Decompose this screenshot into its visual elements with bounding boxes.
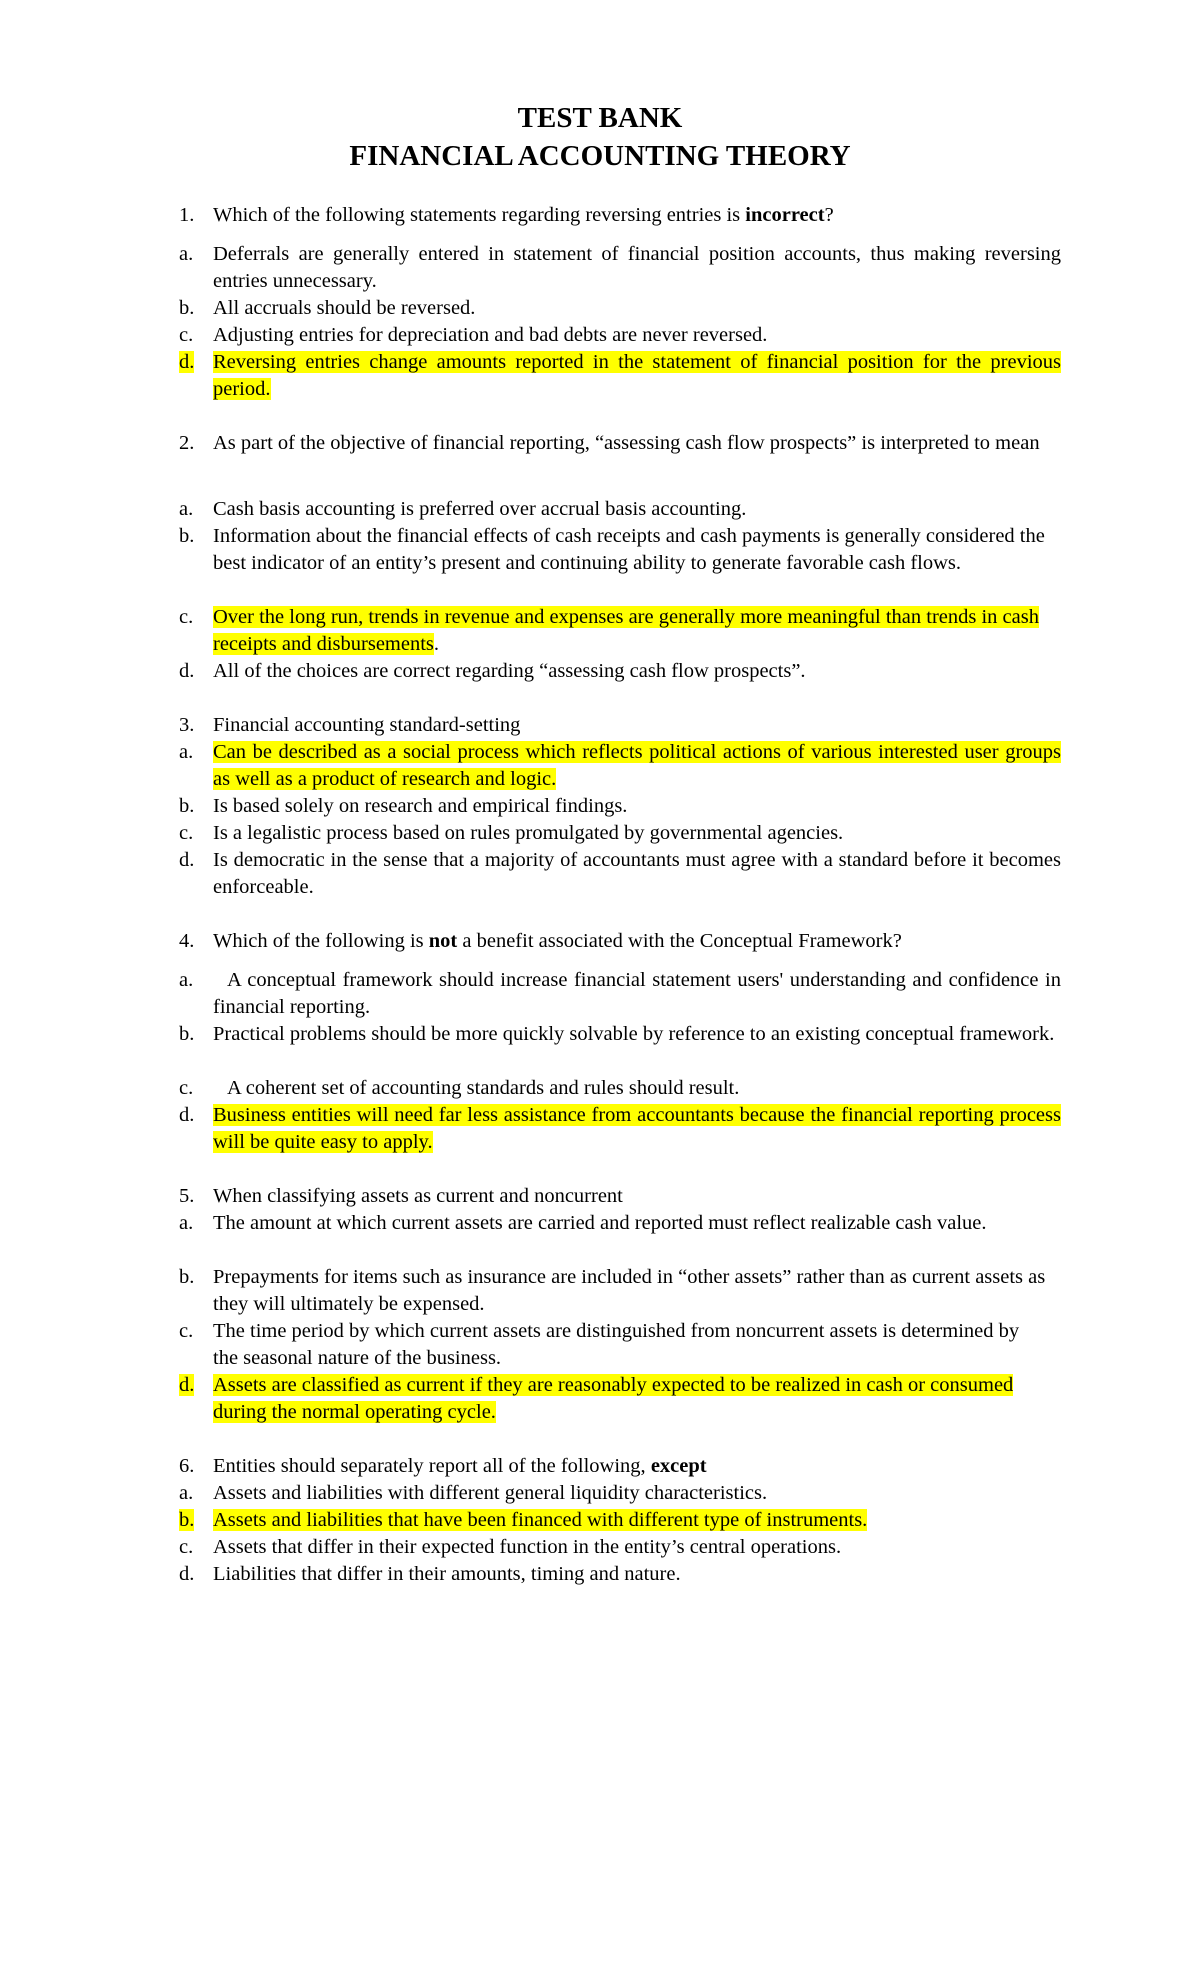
question-text: Financial accounting standard-setting [213, 714, 521, 736]
option-letter: b. [179, 297, 195, 319]
option-letter: a. [179, 243, 194, 265]
answer-highlight: Over the long run, trends in revenue and expenses are generally more meaningful than trends in cash receipts and disbursements [213, 606, 1039, 655]
correct-answer-text [213, 1372, 1048, 1426]
answer-highlight: Assets and liabilities that have been financed with different type of instruments. [213, 1509, 868, 1531]
option-text: Prepayments for items such as insurance are included in “other assets” rather than as current assets as they will ultimately be expensed. [213, 1266, 1046, 1315]
option-letter: a. [179, 741, 194, 763]
correct-answer-text [213, 1507, 1061, 1534]
answer-highlight: Assets are classified as current if they are reasonably expected to be realized in cash or consumed during the normal operating cycle. [213, 1374, 1014, 1423]
question-number: 4. [179, 930, 195, 952]
option-letter-highlight: d. [179, 351, 195, 373]
correct-answer-text [213, 739, 1061, 793]
option-text: Cash basis accounting is preferred over accrual basis accounting. [213, 498, 747, 520]
correct-answer-text: Over the long run, trends in revenue and expenses are generally more meaningful than trends in cash receipts and disbursements. [213, 606, 1039, 655]
question-text: When classifying assets as current and noncurrent [213, 1185, 623, 1207]
option-letter: b. [179, 1023, 195, 1045]
question-text: Which of the following statements regarding reversing entries is incorrect? [213, 204, 834, 226]
question-number: 3. [179, 714, 195, 736]
option-text: Is democratic in the sense that a majority of accountants must agree with a standard before it becomes enforceable. [213, 849, 1061, 898]
option-letter: c. [179, 324, 194, 346]
document-title-line-1: TEST BANK [517, 102, 683, 134]
option-letter: c. [179, 606, 194, 628]
option-letter [179, 1372, 194, 1399]
option-letter: a. [179, 498, 194, 520]
option-letter [179, 349, 194, 376]
option-letter: a. [179, 1482, 194, 1504]
option-text: The amount at which current assets are carried and reported must reflect realizable cash value. [213, 1212, 987, 1234]
question-text: Which of the following is not a benefit associated with the Conceptual Framework? [213, 930, 902, 952]
option-text: Liabilities that differ in their amounts, timing and nature. [213, 1563, 681, 1585]
question-number: 5. [179, 1185, 195, 1207]
correct-answer-text [213, 1102, 1061, 1156]
option-letter: b. [179, 525, 195, 547]
option-text: Practical problems should be more quickly solvable by reference to an existing conceptual framework. [213, 1023, 1055, 1045]
answer-highlight: Can be described as a social process which reflects political actions of various interested user groups as well as a product of research and logic. [213, 741, 1061, 790]
option-letter [179, 1507, 194, 1534]
option-letter: b. [179, 795, 195, 817]
correct-answer-text [213, 349, 1061, 403]
question-number: 1. [179, 204, 195, 226]
option-letter: d. [179, 849, 195, 871]
option-text: All accruals should be reversed. [213, 297, 476, 319]
option-text: Assets that differ in their expected function in the entity’s central operations. [213, 1536, 842, 1558]
option-letter: a. [179, 1212, 194, 1234]
option-letter: d. [179, 1104, 195, 1126]
option-letter-highlight: d. [179, 1374, 195, 1396]
option-letter: c. [179, 1320, 194, 1342]
option-text: A coherent set of accounting standards and rules should result. [227, 1077, 740, 1099]
option-letter: a. [179, 969, 194, 991]
question-text: Entities should separately report all of the following, except [213, 1455, 707, 1477]
option-text: The time period by which current assets are distinguished from noncurrent assets is determined by the seasonal nature of the business. [213, 1320, 1020, 1369]
option-text: Adjusting entries for depreciation and bad debts are never reversed. [213, 324, 768, 346]
option-text: Is based solely on research and empirical findings. [213, 795, 628, 817]
option-text: All of the choices are correct regarding “assessing cash flow prospects”. [213, 660, 806, 682]
option-letter: c. [179, 1077, 194, 1099]
answer-highlight: Reversing entries change amounts reported in the statement of financial position for the previous period. [213, 351, 1061, 400]
option-text: Information about the financial effects of cash receipts and cash payments is generally considered the best indicator of an entity’s present and continuing ability to generate favorable cash flows. [213, 525, 1045, 574]
answer-highlight: Business entities will need far less assistance from accountants because the financial reporting process will be quite easy to apply. [213, 1104, 1061, 1153]
option-letter-highlight: b. [179, 1509, 195, 1531]
option-letter: c. [179, 822, 194, 844]
document-title-line-2: FINANCIAL ACCOUNTING THEORY [349, 140, 851, 172]
option-text: Assets and liabilities with different general liquidity characteristics. [213, 1482, 768, 1504]
option-letter: d. [179, 660, 195, 682]
question-number: 2. [179, 432, 195, 454]
option-text: A conceptual framework should increase financial statement users' understanding and confidence in financial reporting. [213, 969, 1061, 1018]
option-letter: d. [179, 1563, 195, 1585]
option-text: Is a legalistic process based on rules promulgated by governmental agencies. [213, 822, 844, 844]
option-letter: b. [179, 1266, 195, 1288]
option-letter: c. [179, 1536, 194, 1558]
question-number: 6. [179, 1455, 195, 1477]
question-text: As part of the objective of financial reporting, “assessing cash flow prospects” is interpreted to mean [213, 432, 1040, 454]
option-text: Deferrals are generally entered in statement of financial position accounts, thus making reversing entries unnecessary. [213, 243, 1061, 292]
